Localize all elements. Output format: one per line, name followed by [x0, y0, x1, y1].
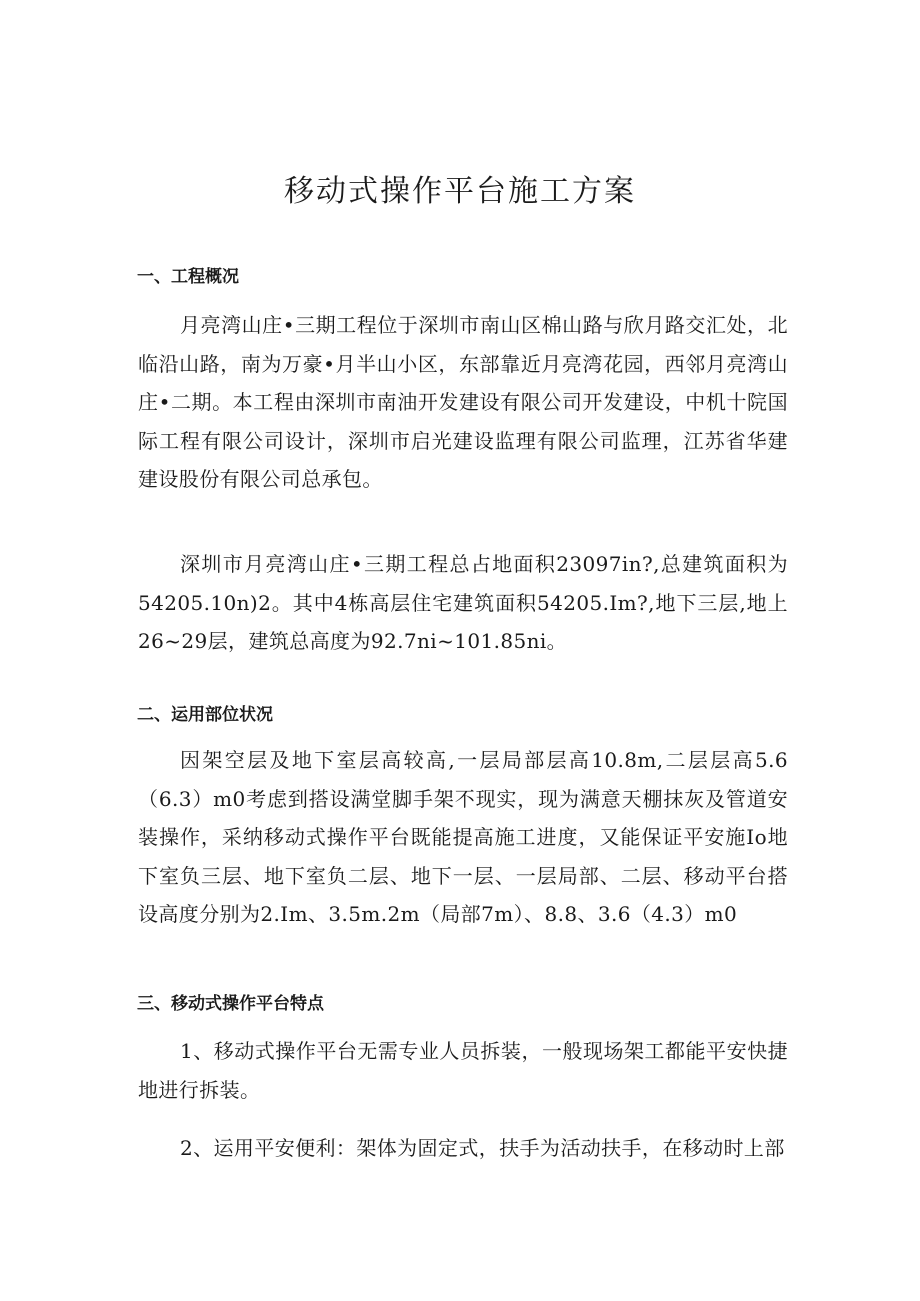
document-title: 移动式操作平台施工方案	[284, 174, 636, 209]
paragraph-feature-2: 2、运用平安便利：架体为固定式，扶手为活动扶手，在移动时上部	[180, 1136, 785, 1160]
paragraph-usage-description: 因架空层及地下室层高较高,一层局部层高10.8m,二层层高5.6（6.3）m0考虑到搭设满堂脚手架不现实，现为满意天棚抹灰及管道安装操作，采纳移动式操作平台既能提高施工进度，又能保证平安施Io地下室负三层、地下室负二层、地下一层、一层局部、二层、移动平台搭设高度分别为2.Im、3.5m.2m（局部7m）、8.8、3.6（4.3）m0	[138, 748, 788, 926]
section-heading-features: 三、移动式操作平台特点	[137, 994, 324, 1014]
paragraph-feature-1: 1、移动式操作平台无需专业人员拆装，一般现场架工都能平安快捷地进行拆装。	[138, 1039, 788, 1102]
paragraph-overview-location: 月亮湾山庄•三期工程位于深圳市南山区棉山路与欣月路交汇处，北临沿山路，南为万豪•月半山小区，东部靠近月亮湾花园，西邻月亮湾山庄•二期。本工程由深圳市南油开发建设有限公司开发建设，中机十院国际工程有限公司设计，深圳市启光建设监理有限公司监理，江苏省华建建设股份有限公司总承包。	[138, 313, 788, 491]
paragraph-overview-area: 深圳市月亮湾山庄•三期工程总占地面积23097in?,总建筑面积为54205.10n)2。其中4栋高层住宅建筑面积54205.Im?,地下三层,地上26~29层，建筑总高度为92.7ni~101.85ni。	[138, 552, 788, 653]
section-heading-usage: 二、运用部位状况	[137, 705, 273, 725]
section-heading-overview: 一、工程概况	[137, 267, 239, 287]
